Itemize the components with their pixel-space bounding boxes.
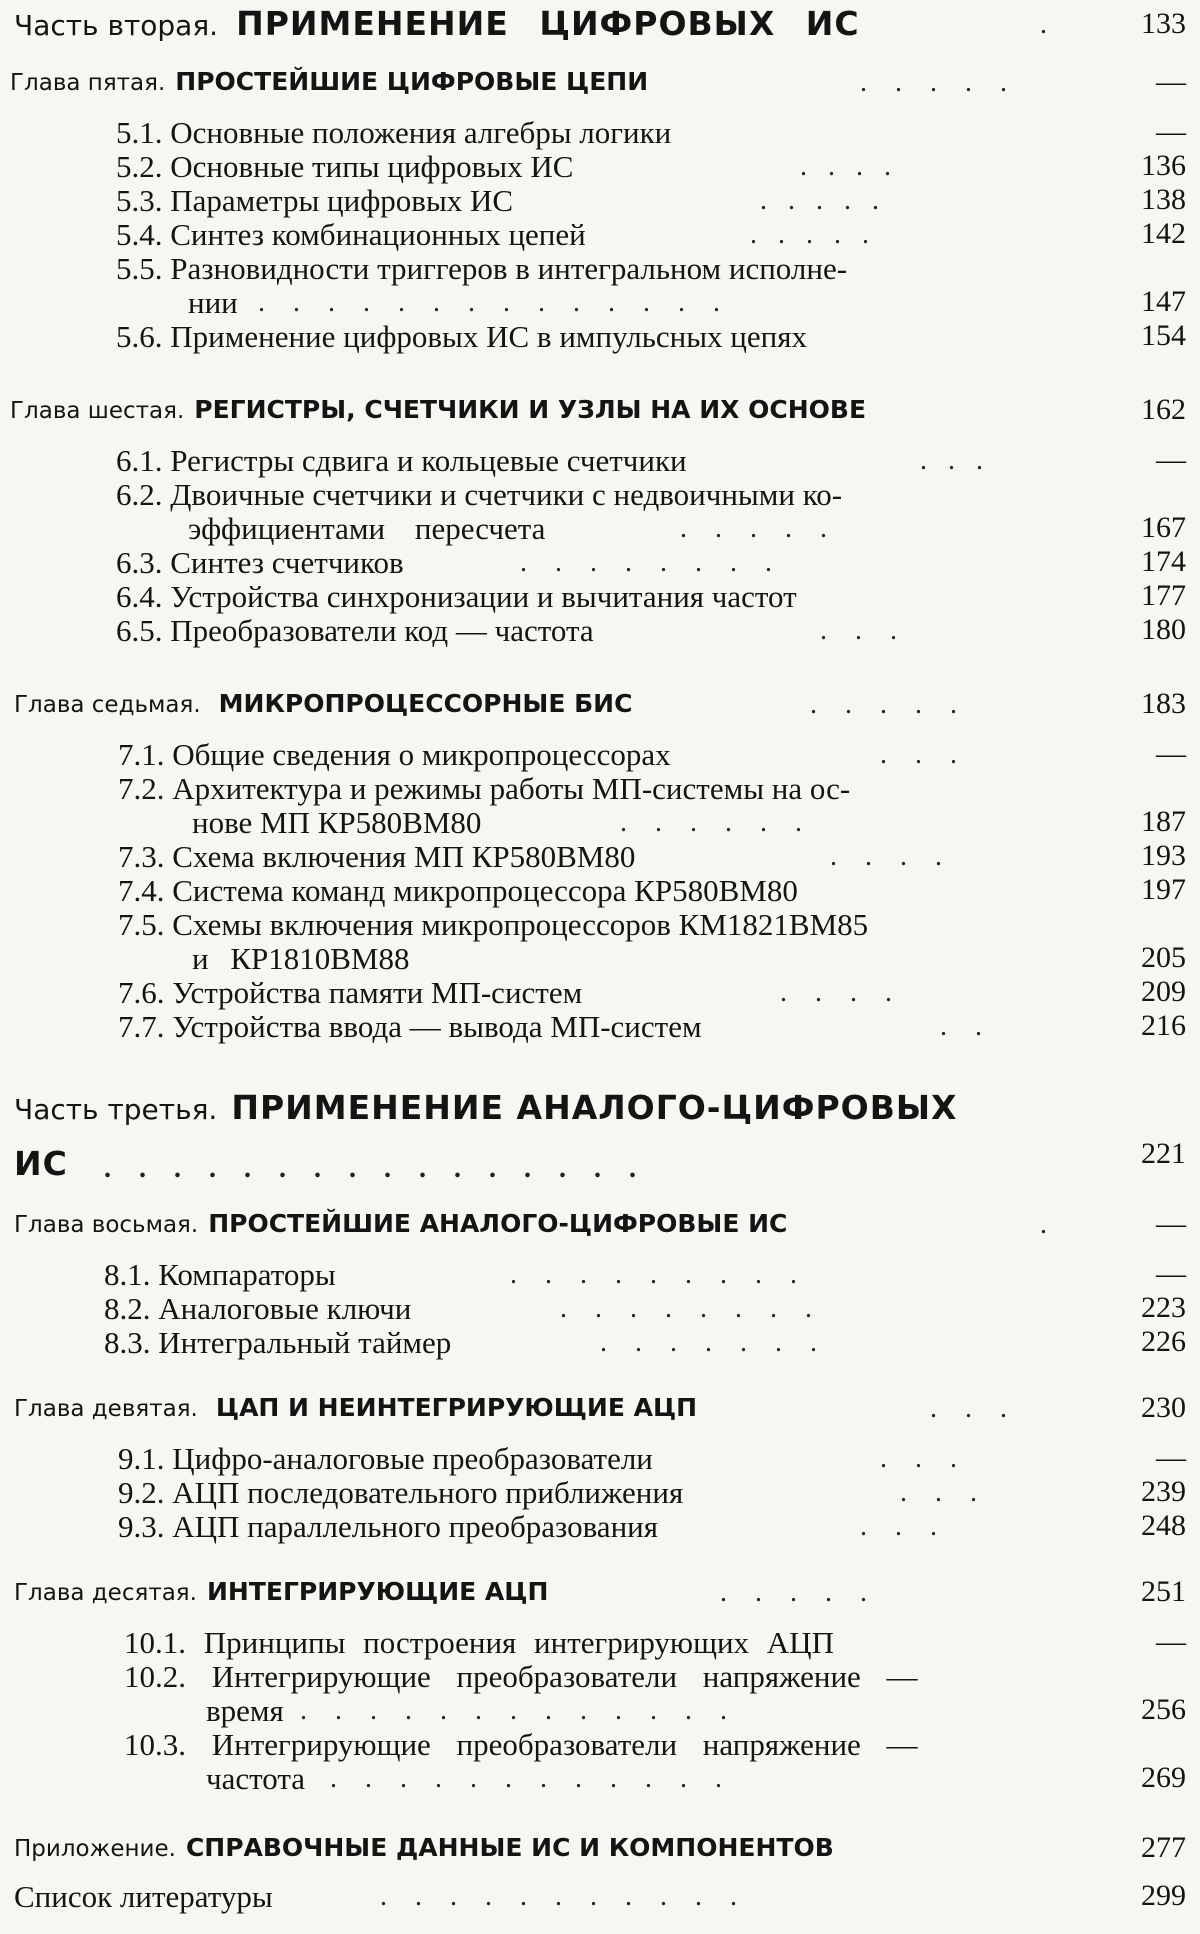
toc-entry: 6.4. Устройства синхронизации и вычитания частот (116, 579, 797, 614)
toc-entry-continuation: эффициентами пересчета (188, 511, 546, 546)
part-heading: Часть вторая. ПРИМЕНЕНИЕ ЦИФРОВЫХ ИС (14, 4, 860, 43)
page-number: 177 (1141, 579, 1186, 612)
page-number: — (1156, 443, 1186, 476)
page-number: — (1156, 1207, 1186, 1240)
chapter-heading: Глава пятая. ПРОСТЕЙШИЕ ЦИФРОВЫЕ ЦЕПИ (10, 67, 649, 96)
page-number: 269 (1141, 1761, 1186, 1794)
page-number: 223 (1141, 1291, 1186, 1324)
page-number: 138 (1141, 183, 1186, 216)
toc-entry: 5.6. Применение цифровых ИС в импульсных цепях (116, 319, 807, 354)
toc-entry: 10.1. Принципы построения интегрирующих АЦП (124, 1625, 834, 1660)
page-number: 133 (1141, 7, 1186, 40)
page-number: 183 (1141, 687, 1186, 720)
toc-entry-continuation: и КР1810ВМ88 (192, 941, 410, 976)
toc-entry-continuation: нии (188, 285, 238, 320)
toc-entry: 6.2. Двоичные счетчики и счетчики с недвоичными ко- (116, 477, 843, 512)
page-number: 187 (1141, 805, 1186, 838)
page-number: 154 (1141, 319, 1186, 352)
page-number: 174 (1141, 545, 1186, 578)
page-number: — (1156, 115, 1186, 148)
page-number: 226 (1141, 1325, 1186, 1358)
toc-entry: 7.4. Система команд микропроцессора КР580ВМ80 (118, 873, 798, 908)
toc-entry: 8.1. Компараторы (104, 1257, 336, 1292)
page-number: — (1156, 1625, 1186, 1658)
toc-entry: 10.2. Интегрирующие преобразователи напряжение — (124, 1659, 918, 1694)
chapter-heading: Глава восьмая. ПРОСТЕЙШИЕ АНАЛОГО-ЦИФРОВЫЕ ИС (14, 1209, 788, 1238)
page-number: 136 (1141, 149, 1186, 182)
chapter-heading: Глава десятая. ИНТЕГРИРУЮЩИЕ АЦП (14, 1577, 549, 1606)
toc-entry: 6.5. Преобразователи код — частота (116, 613, 594, 648)
page-number: 162 (1141, 393, 1186, 426)
page-number: 180 (1141, 613, 1186, 646)
page-number: 142 (1141, 217, 1186, 250)
page-number: 299 (1141, 1879, 1186, 1912)
toc-entry: 8.2. Аналоговые ключи (104, 1291, 412, 1326)
page-number: — (1156, 65, 1186, 98)
toc-entry: 7.6. Устройства памяти МП-систем (118, 975, 583, 1010)
toc-entry: 5.2. Основные типы цифровых ИС (116, 149, 574, 184)
page-number: 216 (1141, 1009, 1186, 1042)
toc-entry: 5.1. Основные положения алгебры логики (116, 115, 672, 150)
toc-entry: 10.3. Интегрирующие преобразователи напряжение — (124, 1727, 918, 1762)
toc-entry: 7.3. Схема включения МП КР580ВМ80 (118, 839, 636, 874)
page-number: 193 (1141, 839, 1186, 872)
toc-entry-continuation: нове МП КР580ВМ80 (192, 805, 482, 840)
page-number: — (1156, 737, 1186, 770)
page-number: — (1156, 1441, 1186, 1474)
chapter-heading: Глава седьмая. МИКРОПРОЦЕССОРНЫЕ БИС (14, 689, 633, 718)
toc-entry: 7.2. Архитектура и режимы работы МП-системы на ос- (118, 771, 851, 806)
toc-entry: 5.4. Синтез комбинационных цепей (116, 217, 586, 252)
toc-entry: 5.3. Параметры цифровых ИС (116, 183, 514, 218)
part-heading-continuation: ИС (14, 1144, 68, 1183)
page-number: 239 (1141, 1475, 1186, 1508)
page-number: 197 (1141, 873, 1186, 906)
toc-entry: 9.3. АЦП параллельного преобразования (118, 1509, 659, 1544)
page-number: 147 (1141, 285, 1186, 318)
chapter-heading: Глава шестая. РЕГИСТРЫ, СЧЕТЧИКИ И УЗЛЫ НА ИХ ОСНОВЕ (10, 395, 867, 424)
part-heading: Часть третья. ПРИМЕНЕНИЕ АНАЛОГО-ЦИФРОВЫХ (14, 1088, 958, 1127)
page-number: — (1156, 1257, 1186, 1290)
toc-entry-continuation: время (206, 1693, 284, 1728)
toc-entry: 7.1. Общие сведения о микропроцессорах (118, 737, 671, 772)
chapter-heading: Глава девятая. ЦАП И НЕИНТЕГРИРУЮЩИЕ АЦП (14, 1393, 698, 1422)
table-of-contents: Часть вторая. ПРИМЕНЕНИЕ ЦИФРОВЫХ ИС . 133 Глава пятая. ПРОСТЕЙШИЕ ЦИФРОВЫЕ ЦЕПИ . . . . . — 5.1. Основные положения алгебры логики — 5.2. Основные типы цифровых ИС . . . . 136 5.3. Параметры цифровых ИС . . . . . 138 5.4. Синтез комбинационных цепей . . . . . 142 5.5. Разновидности триггеров в интегральном исполне- нии . . . . . . . . . . . . . . 147 5.6. Применение цифровых ИС в импульсных цепях 154 Глава шестая. РЕГИСТРЫ, СЧЕТЧИКИ И УЗЛЫ НА ИХ ОСНОВЕ 162 6.1. Регистры сдвига и кольцевые счетчики . . . — 6.2. Двоичные счетчики и счетчики с недвоичными ко- эффициентами пересчета . . . . . 167 6.3. Синтез счетчиков . . . . . . . . 174 6.4. Устройства синхронизации и вычитания частот 177 6.5. Преобразователи код — частота . . . 180 Глава седьмая. МИКРОПРОЦЕССОРНЫЕ БИС . . . . . 183 7.1. Общие сведения о микропроцессорах . . . — 7.2. Архитектура и режимы работы МП-системы на ос- нове МП КР580ВМ80 . . . . . . 187 7.3. Схема включения МП КР580ВМ80 . . . . 193 7.4. Система команд микропроцессора КР580ВМ80 197 7.5. Схемы включения микропроцессоров КМ1821ВМ85 и КР1810ВМ88 205 7.6. Устройства памяти МП-систем . . . . 209 7.7. Устройства ввода — вывода МП-систем . . 216 Часть третья. ПРИМЕНЕНИЕ АНАЛОГО-ЦИФРОВЫХ ИС . . . . . . . . . . . . . . . . 221 Глава восьмая. ПРОСТЕЙШИЕ АНАЛОГО-ЦИФРОВЫЕ ИС . — 8.1. Компараторы . . . . . . . . . — 8.2. Аналоговые ключи . . . . . . . . 223 8.3. Интегральный таймер . . . . . . . 226 Глава девятая. ЦАП И НЕИНТЕГРИРУЮЩИЕ АЦП . . . 230 9.1. Цифро-аналоговые преобразователи . . . — 9.2. АЦП последовательного приближения . . . 239 9.3. АЦП параллельного преобразования . . . 248 Глава десятая. ИНТЕГРИРУЮЩИЕ АЦП . . . . . 251 10.1. Принципы построения интегрирующих АЦП — 10.2. Интегрирующие преобразователи напряжение — время . . . . . . . . . . . . . 256 10.3. Интегрирующие преобразователи напряжение — частота . . . . . . . . . . . . 269 Приложение. СПРАВОЧНЫЕ ДАННЫЕ ИС И КОМПОНЕНТОВ 277 Список литературы . . . . . . . . . . . 299 (10, 4, 1186, 1914)
toc-entry: 8.3. Интегральный таймер (104, 1325, 452, 1360)
toc-entry: 7.5. Схемы включения микропроцессоров КМ1821ВМ85 (118, 907, 869, 942)
page-number: 230 (1141, 1391, 1186, 1424)
page-number: 256 (1141, 1693, 1186, 1726)
page-number: 248 (1141, 1509, 1186, 1542)
page-number: 167 (1141, 511, 1186, 544)
toc-entry-continuation: частота (206, 1761, 306, 1796)
toc-entry: 7.7. Устройства ввода — вывода МП-систем (118, 1009, 702, 1044)
references-entry: Список литературы (14, 1879, 273, 1914)
toc-entry: 5.5. Разновидности триггеров в интегральном исполне- (116, 251, 848, 286)
page-number: 221 (1141, 1137, 1186, 1170)
toc-entry: 9.1. Цифро-аналоговые преобразователи (118, 1441, 653, 1476)
appendix-heading: Приложение. СПРАВОЧНЫЕ ДАННЫЕ ИС И КОМПОНЕНТОВ (14, 1833, 834, 1862)
page-number: 209 (1141, 975, 1186, 1008)
page-number: 251 (1141, 1575, 1186, 1608)
page-number: 277 (1141, 1831, 1186, 1864)
page-number: 205 (1141, 941, 1186, 974)
toc-entry: 6.3. Синтез счетчиков (116, 545, 404, 580)
toc-entry: 9.2. АЦП последовательного приближения (118, 1475, 684, 1510)
toc-entry: 6.1. Регистры сдвига и кольцевые счетчики (116, 443, 687, 478)
